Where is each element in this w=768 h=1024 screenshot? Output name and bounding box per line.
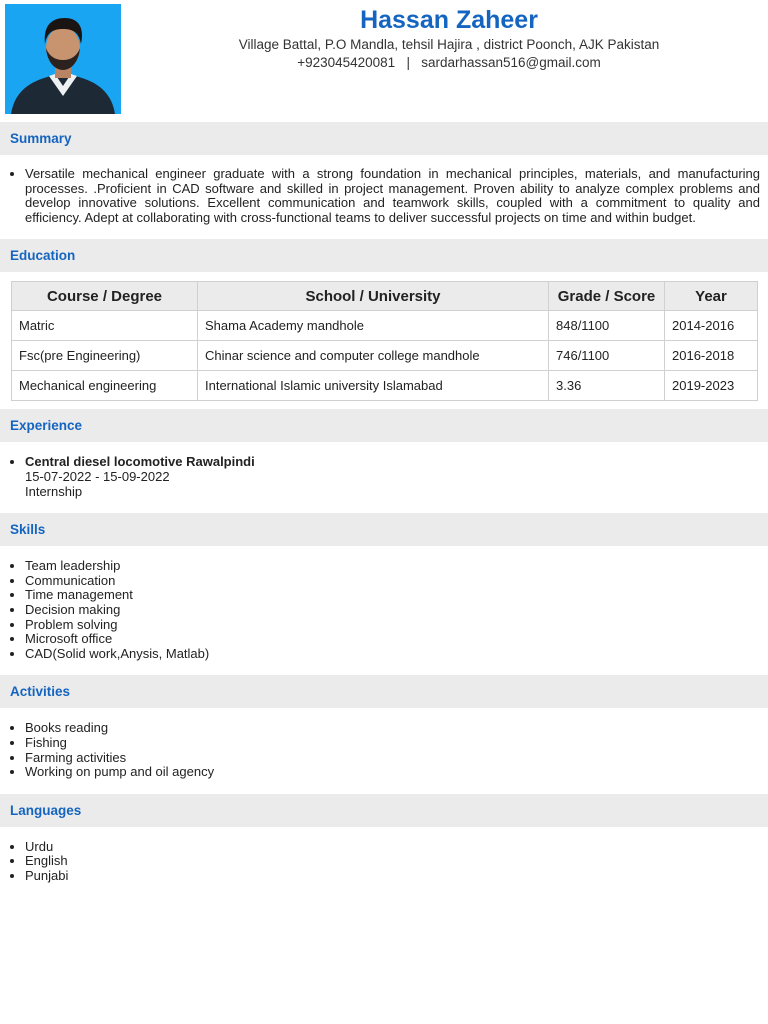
table-header-row [12,282,758,311]
column-header: Course / Degree [12,282,198,311]
list-item: • Team leadership [25,559,768,574]
list-item: • Communication [25,574,768,589]
resume-header [0,0,768,122]
section-title-skills: Skills [0,513,768,546]
list-item: • Urdu [25,840,768,855]
list-item: • Microsoft office [25,632,768,647]
summary-section [0,155,768,239]
experience-dates: 15-07-2022 - 15-09-2022 [25,468,170,484]
candidate-name: Hassan Zaheer [360,6,538,34]
section-title-activities: Activities [0,675,768,708]
table-row [12,341,758,371]
table-cell: 2019-2023 [665,371,758,401]
list-item: • Fishing [25,736,768,751]
education-table [11,281,758,401]
email-address: sardarhassan516@gmail.com [421,55,601,70]
list-item: • Problem solving [25,618,768,633]
table-cell: 2014-2016 [665,311,758,341]
table-cell: Mechanical engineering [12,371,198,401]
list-item: • Time management [25,588,768,603]
contact-separator: | [406,55,410,70]
skills-list [0,559,768,661]
experience-organization: • Central diesel locomotive Rawalpindi [25,454,255,470]
list-item: • Decision making [25,603,768,618]
table-cell: Shama Academy mandhole [198,311,549,341]
profile-photo [5,4,121,114]
table-cell: Fsc(pre Engineering) [12,341,198,371]
table-row [12,311,758,341]
list-item: • Books reading [25,721,768,736]
person-avatar-icon [5,4,121,114]
phone-number: +923045420081 [297,55,396,70]
education-section [0,272,768,409]
column-header: Grade / Score [549,282,665,311]
experience-section [0,442,768,513]
list-item: • English [25,854,768,869]
section-title-summary: Summary [0,122,768,155]
column-header: Year [665,282,758,311]
section-title-education: Education [0,239,768,272]
table-cell: 2016-2018 [665,341,758,371]
list-item: • Farming activities [25,751,768,766]
contact-line [130,54,768,72]
list-item: • Punjabi [25,869,768,884]
section-title-experience: Experience [0,409,768,442]
column-header: School / University [198,282,549,311]
summary-list [0,167,760,225]
languages-list [0,840,768,884]
table-cell: 746/1100 [549,341,665,371]
address: Village Battal, P.O Mandla, tehsil Hajira , district Poonch, AJK Pakistan [238,37,660,52]
table-row [12,371,758,401]
table-cell: International Islamic university Islamabad [198,371,549,401]
section-title-languages: Languages [0,794,768,827]
experience-item [25,455,768,499]
table-cell: 848/1100 [549,311,665,341]
list-item: • Working on pump and oil agency [25,765,768,780]
activities-list [0,721,768,779]
experience-list [0,455,768,499]
table-cell: 3.36 [549,371,665,401]
table-cell: Matric [12,311,198,341]
experience-role: Internship [25,483,83,499]
skills-section [0,546,768,675]
list-item: • CAD(Solid work,Anysis, Matlab) [25,647,768,662]
languages-section [0,827,768,898]
header-text [130,4,768,72]
activities-section [0,708,768,793]
summary-text: • Versatile mechanical engineer graduate with a strong foundation in mechanical principles, materials, and manufacturing processes. .Proficient in CAD software and skilled in project management. Proven ability to analyze complex problems and develop innovative solutions. Excellent communication and teamwork skills, coupled with a commitment to quality and efficiency. Adept at collaborating with cross-functional teams to deliver successful projects on time and within budget. [25,167,760,225]
table-cell: Chinar science and computer college mandhole [198,341,549,371]
